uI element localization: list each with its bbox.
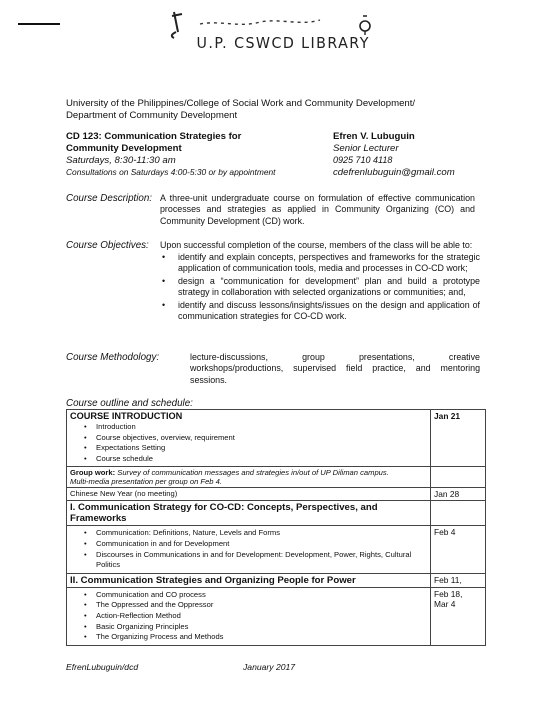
university-line-2: Department of Community Development [66, 110, 238, 121]
bullet-icon: • [84, 549, 87, 559]
methodology-text: lecture-discussions, group presentations, creative workshops/productions, supervised field practice, and mentoring sessions. [190, 352, 480, 385]
library-stamp-text: U.P. CSWCD LIBRARY [196, 34, 370, 52]
bullet-icon: • [162, 299, 166, 310]
topic-cell [67, 410, 431, 467]
list-item-text: Communication and CO process [96, 589, 206, 599]
bullet-icon: • [84, 538, 87, 548]
list-item-text: Communication in and for Development [96, 538, 230, 548]
list-item-text: Expectations Setting [96, 443, 166, 453]
list-item [70, 611, 427, 622]
description-text: A three-unit undergraduate course on formulation of effective communication processes and strategies as applied in Community Organizing (CO) and Community Development (CD) work. [160, 193, 475, 226]
table-row [67, 501, 486, 526]
objectives-intro: Upon successful completion of the course, members of the class will be able to: [160, 240, 473, 250]
course-schedule: Saturdays, 8:30-11:30 am [66, 155, 176, 166]
section-1-title: I. Communication Strategy for CO-CD: Concepts, Perspectives, and Frameworks [67, 501, 431, 526]
bullet-icon: • [84, 600, 87, 610]
margin-dash [18, 23, 60, 25]
section-2-title: II. Communication Strategies and Organizing People for Power [67, 573, 431, 587]
bullet-icon: • [162, 275, 166, 286]
list-item-text: The Oppressed and the Oppressor [96, 600, 214, 610]
date-cell-empty [431, 467, 486, 488]
list-item [70, 422, 427, 433]
objective-item [160, 252, 480, 275]
outline-label: Course outline and schedule: [66, 398, 193, 409]
list-item-text: Communication: Definitions, Nature, Levels and Forms [96, 528, 281, 538]
bullet-icon: • [84, 443, 87, 453]
list-item-text: Basic Organizing Principles [96, 621, 189, 631]
groupwork-label: Group work: [70, 468, 116, 478]
bullet-icon: • [84, 528, 87, 538]
objective-text: identify and explain concepts, perspectives and frameworks for the strategic application of communication tools, media and processes in CO-CD work; [178, 252, 480, 274]
section-1-list [70, 528, 427, 570]
list-item-text: Discourses in Communications in and for Development: Development, Power, Rights, Cultural Politics [96, 549, 412, 570]
holiday-cell: Chinese New Year (no meeting) [67, 488, 431, 501]
objective-text: identify and discuss lessons/insights/issues on the design and application of communication strategies for CO-CD work. [178, 299, 480, 322]
date-cell [431, 587, 486, 645]
list-item-text: Action-Reflection Method [96, 610, 181, 620]
course-title-line-2: Community Development [66, 143, 182, 154]
bullet-icon: • [162, 252, 166, 262]
date-cell: Jan 21 [431, 410, 486, 467]
table-row [67, 467, 486, 488]
list-item [70, 600, 427, 611]
date-line: Mar 4 [434, 598, 456, 609]
bullet-icon: • [84, 453, 87, 463]
topic-cell [67, 587, 431, 645]
date-cell: Feb 4 [431, 526, 486, 573]
bullet-icon: • [84, 589, 87, 599]
date-line: Feb 18, [434, 588, 463, 599]
course-title-line-1: CD 123: Communication Strategies for [66, 131, 242, 142]
objective-item [160, 276, 480, 299]
list-item [70, 539, 427, 550]
intro-list [70, 422, 427, 464]
topic-cell [67, 526, 431, 573]
bullet-icon: • [84, 621, 87, 631]
table-row [67, 573, 486, 587]
list-item [70, 433, 427, 444]
list-item [70, 550, 427, 571]
date-cell: Feb 11, [431, 573, 486, 587]
list-item-text: Introduction [96, 422, 136, 431]
bullet-icon: • [84, 610, 87, 620]
course-consultations: Consultations on Saturdays 4:00-5:30 or by appointment [66, 167, 276, 177]
bullet-icon: • [84, 432, 87, 442]
groupwork-text-2: Multi-media presentation per group on Feb 4. [70, 477, 222, 487]
university-line-1: University of the Philippines/College of Social Work and Community Development/ [66, 98, 416, 109]
list-item [70, 590, 427, 601]
section-2-list [70, 590, 427, 643]
list-item [70, 632, 427, 643]
lecturer-phone: 0925 710 4118 [333, 155, 393, 165]
table-row [67, 488, 486, 501]
list-item [70, 528, 427, 539]
objectives-list [160, 252, 480, 323]
list-item [70, 622, 427, 633]
objective-item [160, 300, 480, 323]
table-row [67, 526, 486, 573]
list-item-text: The Organizing Process and Methods [96, 632, 224, 642]
date-cell-empty [431, 501, 486, 526]
list-item-text: Course schedule [96, 453, 153, 463]
university-heading [66, 98, 466, 122]
list-item [70, 443, 427, 454]
schedule-table [66, 409, 486, 646]
bullet-icon: • [84, 632, 87, 642]
intro-title: COURSE INTRODUCTION [70, 411, 183, 421]
list-item-text: Course objectives, overview, requirement [96, 432, 235, 442]
table-row [67, 410, 486, 467]
objectives-label: Course Objectives: [66, 240, 149, 251]
date-cell: Jan 28 [431, 488, 486, 501]
lecturer-name: Efren V. Lubuguin [333, 131, 415, 142]
table-row [67, 587, 486, 645]
description-label: Course Description: [66, 193, 153, 204]
list-item [70, 454, 427, 465]
footer-date: January 2017 [243, 662, 296, 672]
footer-author: EfrenLubuguin/dcd [66, 662, 139, 672]
lecturer-title: Senior Lecturer [333, 143, 399, 154]
groupwork-cell [67, 467, 431, 488]
bullet-icon: • [84, 422, 87, 431]
methodology-label: Course Methodology: [66, 352, 160, 363]
objective-text: design a “communication for development” plan and build a prototype strategy in collaboration with selected organizations or communities; and, [178, 275, 480, 298]
lecturer-email: cdefrenlubuguin@gmail.com [333, 167, 455, 178]
course-title [66, 131, 296, 155]
groupwork-text: Survey of communication messages and strategies in/out of UP Diliman campus. [117, 468, 389, 478]
